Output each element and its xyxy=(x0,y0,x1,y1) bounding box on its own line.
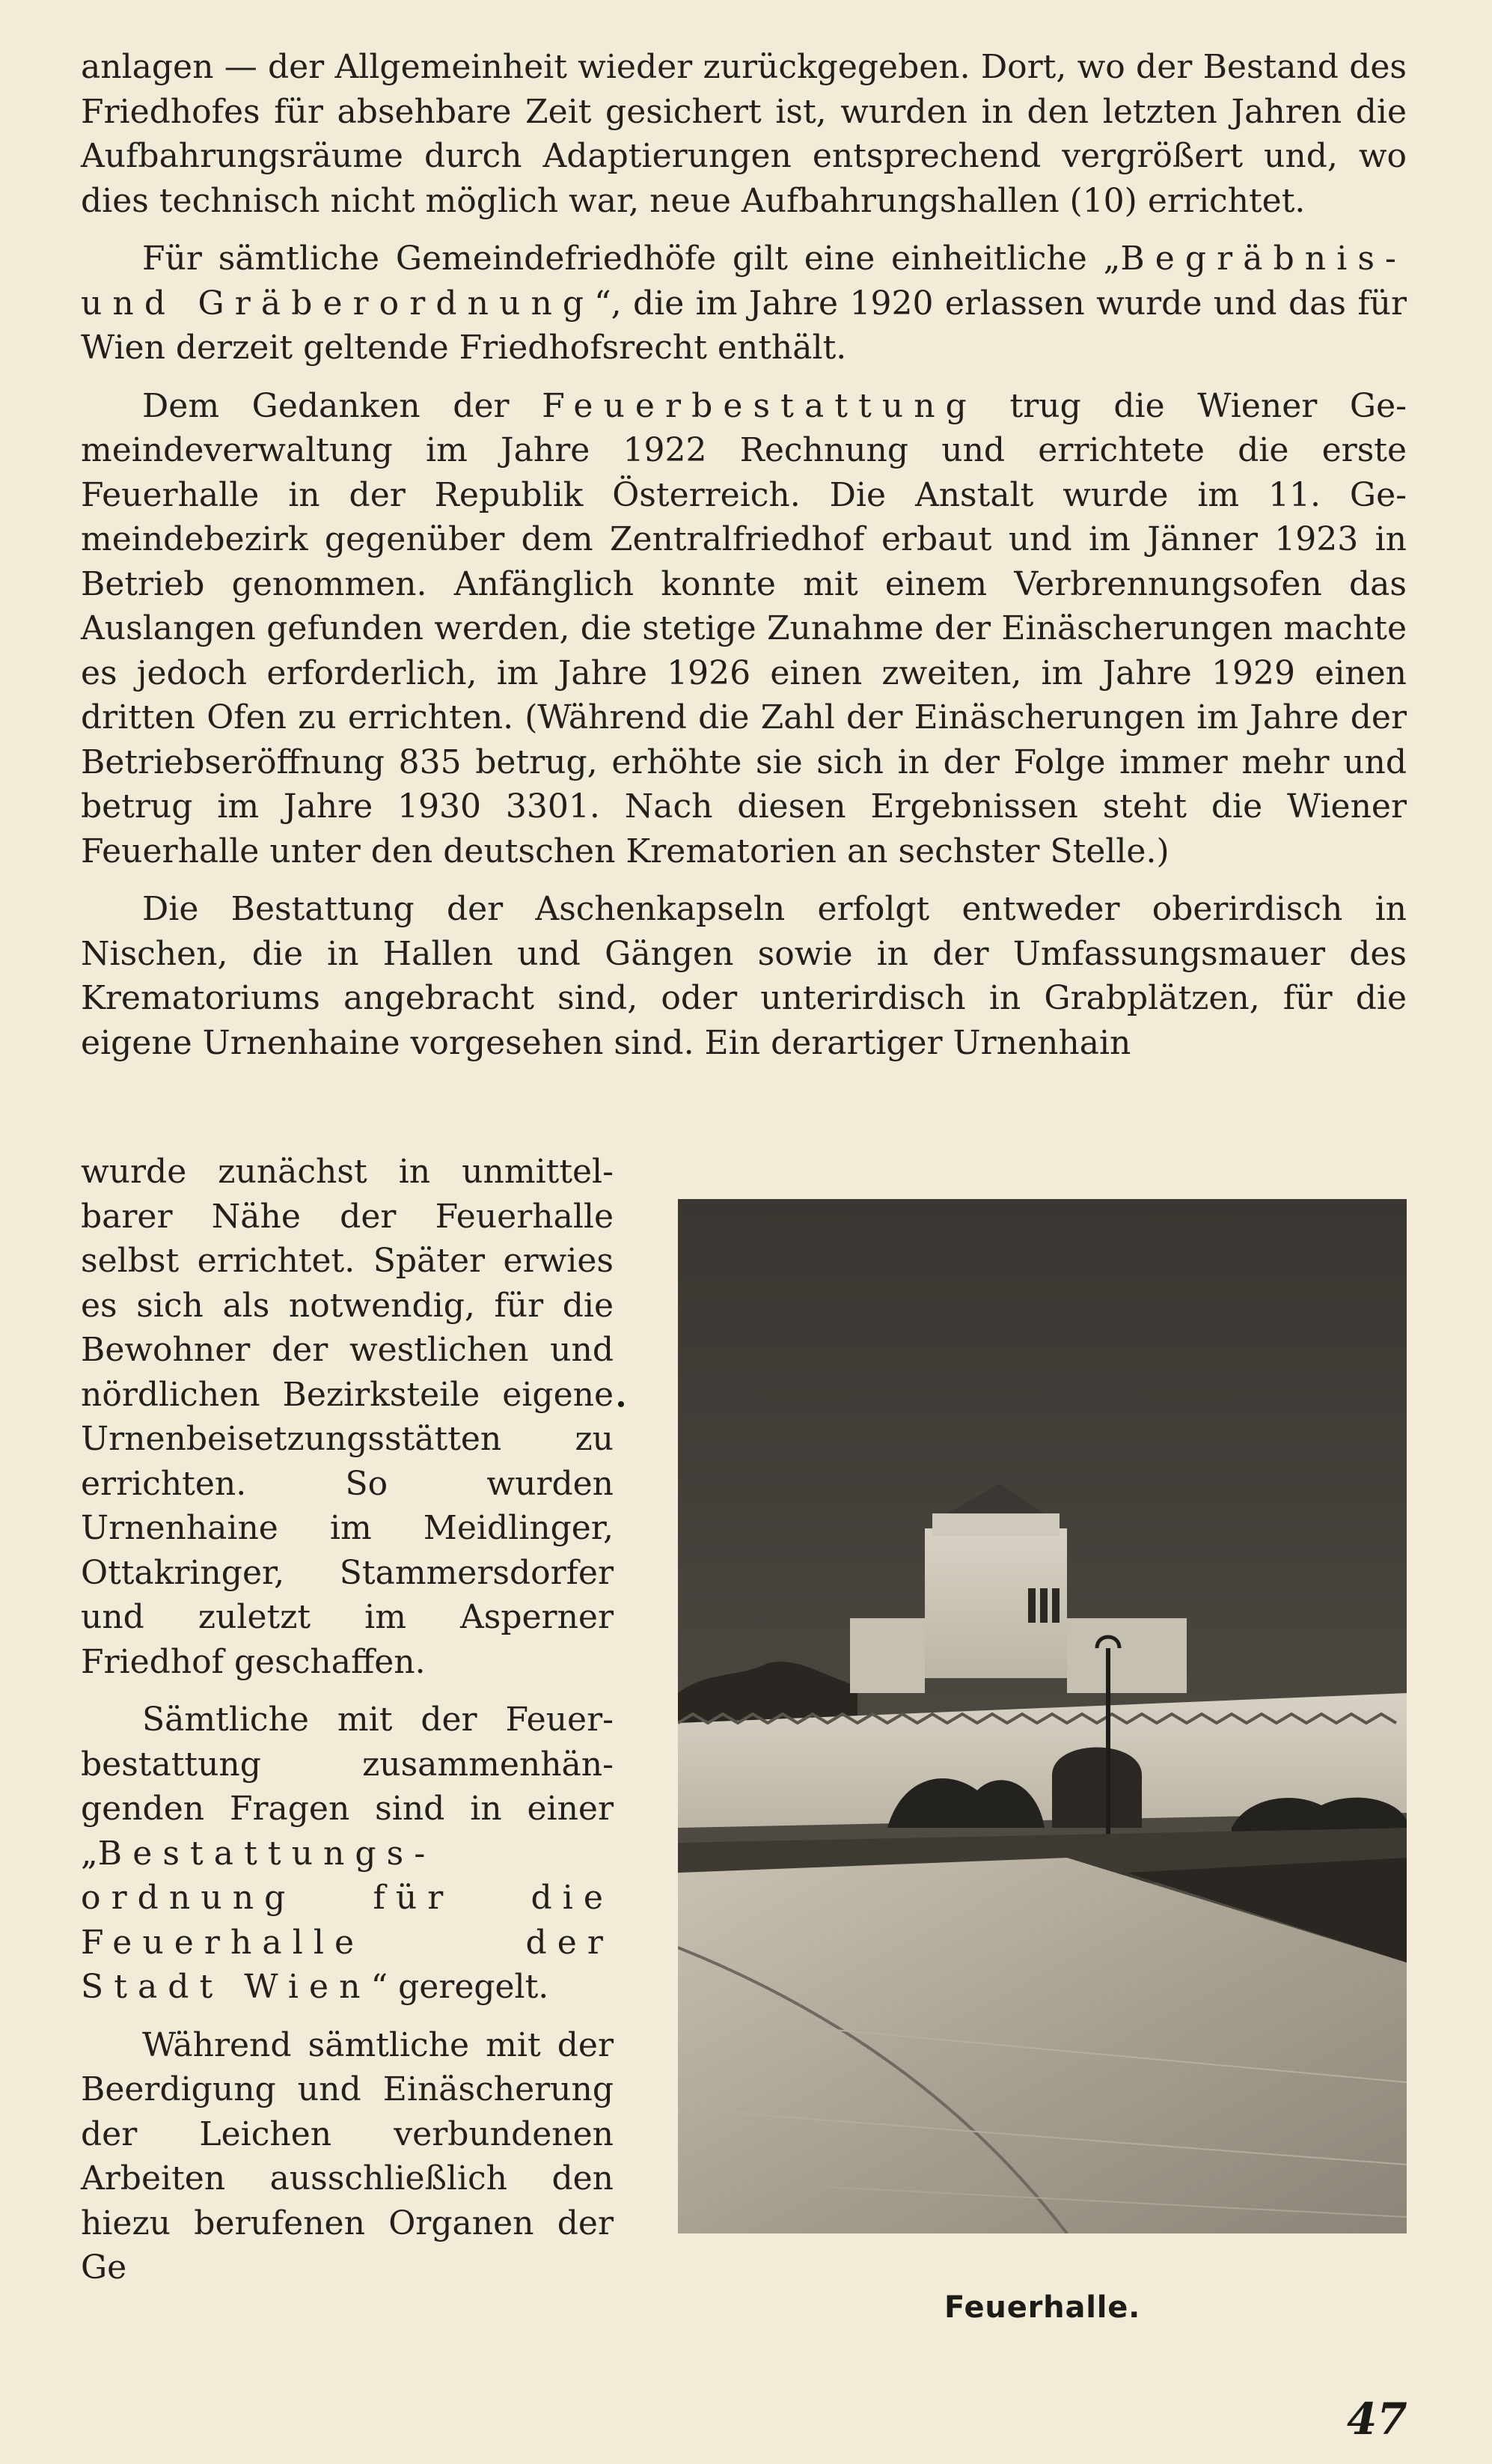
photo-illustration xyxy=(678,1199,1407,2233)
column-paragraph xyxy=(81,1698,614,2010)
text-run: Sämtliche mit der Feuerbestattung zusammenhängenden Fragen sind in einer „ xyxy=(81,1701,614,1873)
emphasized-term: Begräbnis- und Gräberordnung xyxy=(81,240,1407,323)
text-run: anlagen — der Allgemeinheit wieder zurückgegeben. Dort, wo der Bestand des Friedhofes für absehbare Zeit gesichert ist, wurden in den letzten Jahren die Aufbahrungsräume durch Adaptierungen entsprechend vergrößert und, wo dies technisch nicht möglich war, neue Aufbahrungshallen (10) errichtet. xyxy=(81,48,1407,220)
text-run: Die Bestattung der Aschenkapseln erfolgt entweder oberirdisch in Nischen, die in Hallen und Gängen sowie in der Umfassungsmauer des Krematoriums angebracht sind, oder unterirdisch in Grabplätzen, für die eigene Urnenhaine vorgesehen sind. Ein derartiger Urnenhain xyxy=(81,890,1407,1062)
column-paragraph xyxy=(81,2023,614,2290)
full-width-text-block xyxy=(81,45,1407,1079)
feuerhalle-photo xyxy=(678,1199,1407,2233)
text-run: Für sämtliche Gemeindefriedhöfe gilt eine einheitliche „ xyxy=(142,240,1121,278)
print-speck xyxy=(618,1401,624,1407)
left-column-text-block xyxy=(81,1150,614,2304)
body-paragraph xyxy=(81,45,1407,223)
figure-caption: Feuerhalle. xyxy=(944,2290,1141,2325)
text-run: “ geregelt. xyxy=(370,1968,549,2006)
emphasized-term: Feuerbestattung xyxy=(542,386,977,425)
text-run: wurde zunächst in unmittelbarer Nähe der Feuerhalle selbst errichtet. Später erwies es sich als notwendig, für die Bewohner der westlichen und nördlichen Bezirksteile eigene Urnenbeisetzungsstätten zu errichten. So wurden Urnenhaine im Meidlinger, Ottakringer, Stammersdorfer und zuletzt im Asperner Friedhof geschaffen. xyxy=(81,1153,614,1681)
body-paragraph xyxy=(81,384,1407,874)
emphasized-term: Bestattungsordnung für die Feuerhalle der Stadt Wien xyxy=(81,1834,614,2006)
column-paragraph xyxy=(81,1150,614,1684)
page-number: 47 xyxy=(1347,2394,1407,2445)
text-run: Dem Gedanken der xyxy=(142,386,542,425)
body-paragraph xyxy=(81,887,1407,1065)
body-paragraph xyxy=(81,237,1407,370)
text-run: trug die Wiener Gemeindeverwaltung im Jahre 1922 Rechnung und errichtete die erste Feuerhalle in der Republik Österreich. Die Anstalt wurde im 11. Gemeindebezirk gegenüber dem Zentralfriedhof erbaut und im Jänner 1923 in Betrieb genommen. Anfänglich konnte mit einem Verbrennungsofen das Auslangen gefunden werden, die stetige Zunahme der Einäscherungen machte es jedoch erforderlich, im Jahre 1926 einen zweiten, im Jahre 1929 einen dritten Ofen zu errichten. (Während die Zahl der Einäscherungen im Jahre der Betriebseröffnung 835 betrug, erhöhte sie sich in der Folge immer mehr und betrug im Jahre 1930 3301. Nach diesen Ergebnissen steht die Wiener Feuerhalle unter den deutschen Krematorien an sechster Stelle.) xyxy=(81,386,1407,870)
text-run: Während sämtliche mit der Beerdigung und Einäscherung der Leichen verbundenen Arbeiten ausschließlich den hiezu berufenen Organen der Ge xyxy=(81,2025,614,2287)
text-run: “, die im Jahre 1920 erlassen wurde und das für Wien derzeit geltende Friedhofsrecht enthält. xyxy=(81,284,1407,367)
